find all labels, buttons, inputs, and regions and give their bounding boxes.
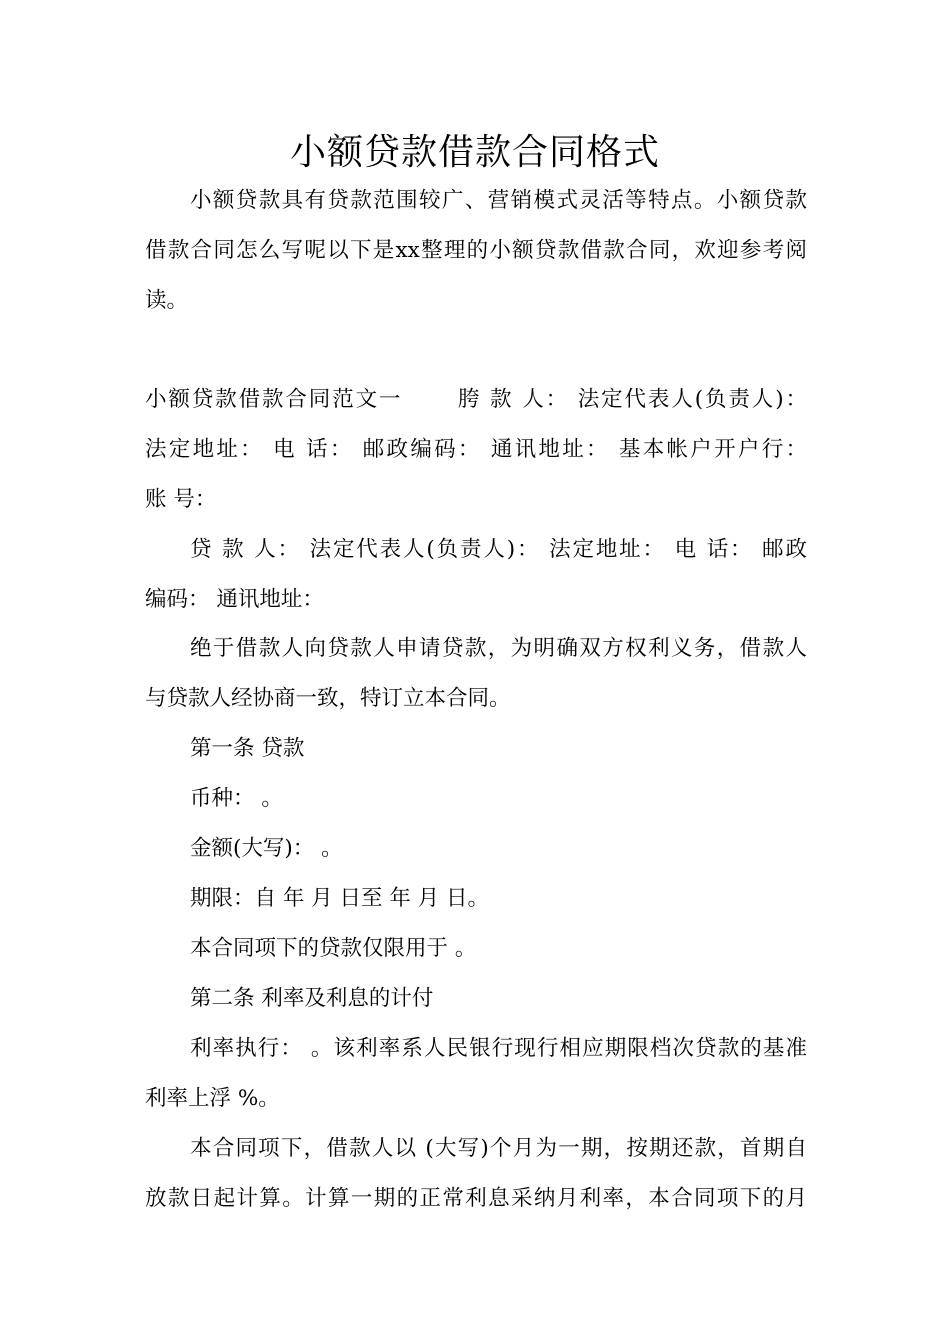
paragraph-line: 利率执行： 。该利率系人民银行现行相应期限档次贷款的基准	[190, 1036, 807, 1061]
paragraph-line: 贷 款 人： 法定代表人(负责人)： 法定地址： 电 话： 邮政	[190, 537, 807, 562]
paragraph-line: 账 号：	[145, 487, 217, 512]
paragraph-line: 放款日起计算。计算一期的正常利息采纳月利率，本合同项下的月	[145, 1186, 807, 1211]
paragraph-line: 利率上浮 %。	[145, 1086, 280, 1111]
paragraph-line: 与贷款人经协商一致，特订立本合同。	[145, 686, 511, 711]
paragraph-line: 读。	[145, 288, 189, 313]
paragraph-line: 绝于借款人向贷款人申请贷款，为明确双方权利义务，借款人	[190, 636, 807, 661]
paragraph-line: 本合同项下，借款人以 (大写)个月为一期，按期还款，首期自	[190, 1136, 807, 1161]
paragraph-line: 法定地址： 电 话： 邮政编码： 通讯地址： 基本帐户开户行：	[145, 437, 807, 462]
paragraph-line: 小额贷款借款合同范文一 胯 款 人： 法定代表人(负责人)：	[145, 387, 807, 412]
paragraph-line: 借款合同怎么写呢以下是xx整理的小额贷款借款合同，欢迎参考阅	[145, 238, 807, 263]
paragraph-line: 小额贷款具有贷款范围较广、营销模式灵活等特点。小额贷款	[190, 188, 807, 213]
document-title: 小额贷款借款合同格式	[289, 132, 660, 173]
paragraph-line: 编码： 通讯地址：	[145, 587, 324, 612]
section-heading: 第二条 利率及利息的计付	[190, 986, 434, 1011]
paragraph-line: 本合同项下的贷款仅限用于 。	[190, 936, 477, 961]
paragraph-line: 金额(大写)： 。	[190, 836, 343, 861]
paragraph-line: 期限：自 年 月 日至 年 月 日。	[190, 886, 490, 911]
paragraph-line: 币种： 。	[190, 786, 283, 811]
section-heading: 第一条 贷款	[190, 736, 305, 761]
